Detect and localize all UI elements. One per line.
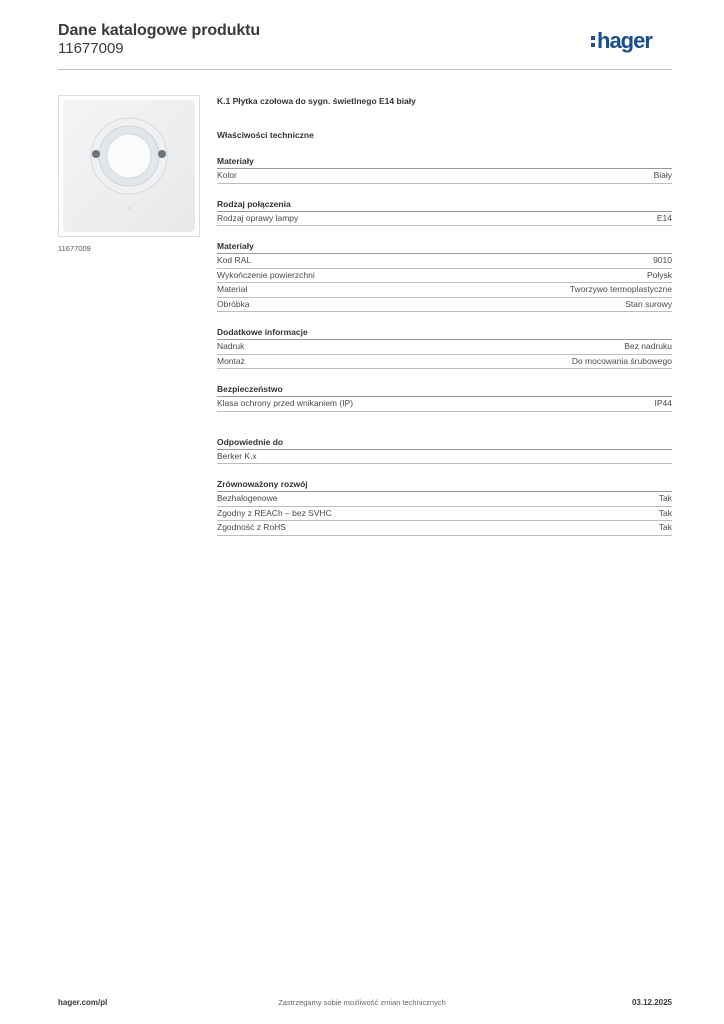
section-connection-type [217, 198, 672, 227]
header-divider [58, 69, 672, 70]
property-label: Berker K.x [217, 450, 257, 461]
footer-website-link[interactable]: hager.com/pl [58, 998, 108, 1007]
property-row [217, 169, 672, 184]
section-title: Dodatkowe informacje [217, 326, 672, 340]
property-value: Stan surowy [625, 298, 672, 309]
section-suitable-for [217, 436, 672, 465]
property-label: Klasa ochrony przed wnikaniem (IP) [217, 398, 354, 408]
section-title: Materiały [217, 155, 672, 169]
section-title: Materiały [217, 240, 672, 254]
property-value: IP44 [654, 398, 672, 408]
section-title: Odpowiednie do [217, 436, 672, 450]
section-materials [217, 155, 672, 184]
property-label: Rodzaj oprawy lampy [217, 212, 299, 223]
hager-logo [590, 27, 676, 57]
property-value: Tak [658, 493, 672, 503]
footer-date: 03.12.2025 [631, 998, 672, 1007]
property-value: E14 [656, 212, 672, 223]
property-row [217, 355, 672, 370]
page-title: Dane katalogowe produktu [58, 22, 261, 39]
property-label: Zgodność z RoHS [217, 522, 286, 532]
image-caption: 11677009 [58, 244, 91, 253]
technical-properties-heading: Właściwości techniczne [217, 130, 314, 140]
property-label: Wykończenie powierzchni [217, 269, 315, 280]
property-row [217, 212, 672, 227]
property-value: Bez nadruku [624, 341, 672, 351]
property-row [217, 450, 672, 465]
property-label: Montaż [217, 355, 245, 366]
property-label: Materiał [217, 284, 248, 294]
property-row [217, 340, 672, 355]
property-value: Tworzywo termoplastyczne [569, 284, 672, 294]
product-code: 11677009 [58, 40, 124, 57]
section-sustainability [217, 478, 672, 536]
property-value: Do mocowania śrubowego [571, 355, 672, 366]
product-name: K.1 Płytka czołowa do sygn. świetlnego E14 biały [217, 96, 416, 106]
property-row [217, 397, 672, 412]
property-label: Obróbka [217, 298, 250, 309]
property-row [217, 298, 672, 313]
property-value: Tak [658, 507, 672, 518]
logo-text: hager [597, 28, 652, 53]
property-value: Tak [658, 522, 672, 532]
property-label: Zgodny z REACh – bez SVHC [217, 507, 332, 518]
property-row [217, 507, 672, 522]
property-label: Nadruk [217, 341, 245, 351]
section-safety [217, 383, 672, 412]
property-row [217, 254, 672, 269]
product-details [217, 95, 672, 536]
property-row [217, 283, 672, 298]
property-value: Połysk [646, 269, 672, 280]
section-title: Rodzaj połączenia [217, 198, 672, 212]
property-label: Bezhalogenowe [217, 493, 278, 503]
property-row [217, 521, 672, 536]
section-additional-info [217, 326, 672, 369]
property-value: 9010 [653, 255, 672, 265]
section-title: Zrównoważony rozwój [217, 478, 672, 492]
property-value: Biały [653, 170, 672, 180]
property-row [217, 269, 672, 284]
section-title: Bezpieczeństwo [217, 383, 672, 397]
property-row [217, 492, 672, 507]
section-materials-detail [217, 240, 672, 312]
footer-disclaimer: Zastrzegamy sobie możliwość zmian technicznych [278, 998, 446, 1007]
product-image [58, 95, 200, 237]
property-label: Kod RAL [217, 255, 252, 265]
property-label: Kolor [217, 170, 237, 180]
